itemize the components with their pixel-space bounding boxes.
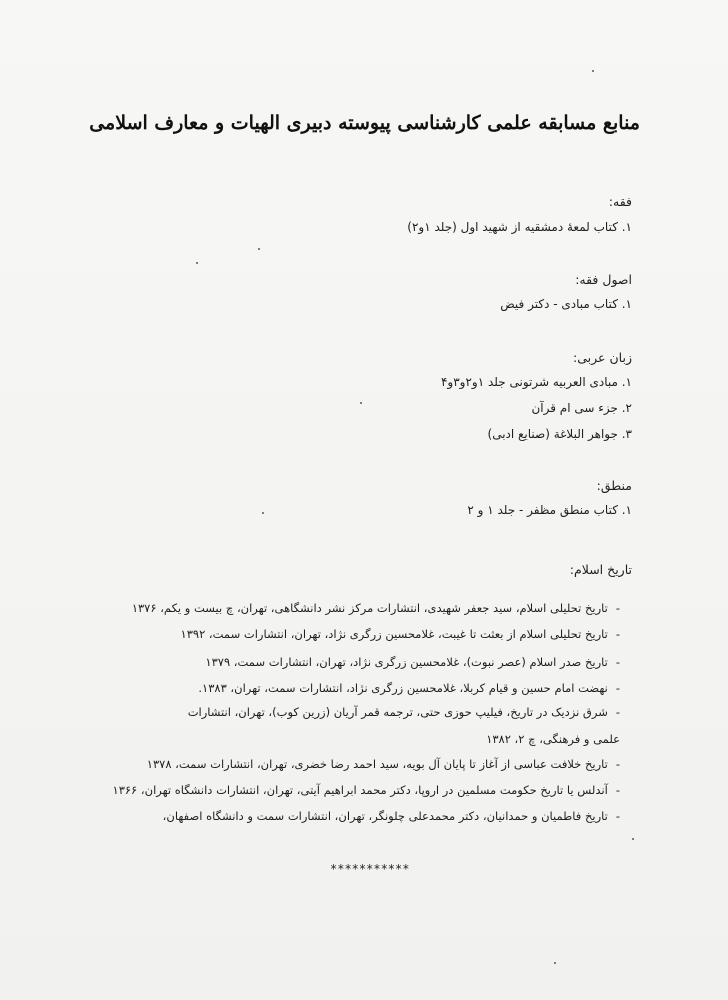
dash-marker: - — [615, 681, 620, 695]
end-marker: *********** — [330, 862, 410, 876]
reference-item — [181, 626, 620, 642]
list-item: ۳. جواهر البلاغة (صنایع ادبی) — [487, 427, 632, 441]
scan-speck — [592, 70, 594, 72]
dash-marker: - — [615, 705, 620, 719]
scan-speck — [554, 962, 556, 964]
reference-text: تاریخ تحلیلی اسلام، سید جعفر شهیدی، انتشارات مرکز نشر دانشگاهی، تهران، چ بیست و یکم، ۱۳۷۶ — [131, 601, 608, 615]
reference-item — [188, 704, 620, 720]
dash-marker: - — [615, 757, 620, 771]
scan-speck — [262, 512, 264, 514]
dash-marker: - — [615, 655, 620, 669]
reference-item — [113, 782, 620, 798]
reference-item — [205, 654, 620, 670]
scan-speck — [196, 262, 198, 264]
reference-text: تاریخ خلافت عباسی از آغاز تا پایان آل بویه، سید احمد رضا خضری، تهران، انتشارات سمت، ۱۳۷۸ — [146, 757, 608, 771]
section-heading-history: تاریخ اسلام: — [569, 562, 632, 577]
scan-speck — [258, 248, 260, 250]
reference-item — [198, 680, 620, 696]
reference-text: نهضت امام حسین و قیام کربلا، غلامحسین زرگری نژاد، انتشارات سمت، تهران، ۱۳۸۳. — [198, 681, 608, 695]
dash-marker: - — [615, 601, 620, 615]
list-item: ۲. جزء سی ام قرآن — [531, 401, 632, 415]
reference-continuation: علمی و فرهنگی، چ ۲، ۱۳۸۲ — [486, 732, 620, 746]
list-item: ۱. کتاب منطق مظفر - جلد ۱ و ۲ — [467, 503, 632, 517]
list-item: ۱. کتاب لمعهٔ دمشقیه از شهید اول (جلد ۱و۲) — [407, 220, 632, 234]
reference-item — [163, 808, 620, 824]
section-heading-arabic: زبان عربی: — [573, 350, 632, 365]
dash-marker: - — [615, 783, 620, 797]
reference-item — [147, 756, 620, 772]
reference-text: تاریخ تحلیلی اسلام از بعثت تا غیبت، غلامحسین زرگری نژاد، تهران، انتشارات سمت، ۱۳۹۲ — [180, 627, 608, 641]
reference-text: تاریخ فاطمیان و حمدانیان، دکتر محمدعلی چلونگر، تهران، انتشارات سمت و دانشگاه اصفهان، — [162, 809, 608, 823]
reference-text: شرق نزدیک در تاریخ، فیلیپ حوزی حتی، ترجمه قمر آریان (زرین کوب)، تهران، انتشارات — [187, 705, 608, 719]
scan-speck — [360, 402, 362, 404]
dash-marker: - — [615, 809, 620, 823]
list-item: ۱. کتاب مبادی - دکتر فیض — [500, 297, 632, 311]
section-heading-logic: منطق: — [596, 478, 632, 493]
page-title: منابع مسابقه علمی کارشناسی پیوسته دبیری الهیات و معارف اسلامی — [89, 112, 640, 134]
reference-item — [132, 600, 620, 616]
reference-text: آندلس یا تاریخ حکومت مسلمین در اروپا، دکتر محمد ابراهیم آیتی، تهران، انتشارات دانشگاه تهران، ۱۳۶۶ — [112, 783, 608, 797]
dash-marker: - — [615, 627, 620, 641]
section-heading-fiqh: فقه: — [608, 194, 632, 209]
scan-speck — [632, 838, 634, 840]
section-heading-usul: اصول فقه: — [575, 272, 632, 287]
reference-text: تاریخ صدر اسلام (عصر نبوت)، غلامحسین زرگری نژاد، تهران، انتشارات سمت، ۱۳۷۹ — [205, 655, 608, 669]
list-item: ۱. مبادی العربیه شرتونی جلد ۱و۲و۳و۴ — [440, 375, 632, 389]
